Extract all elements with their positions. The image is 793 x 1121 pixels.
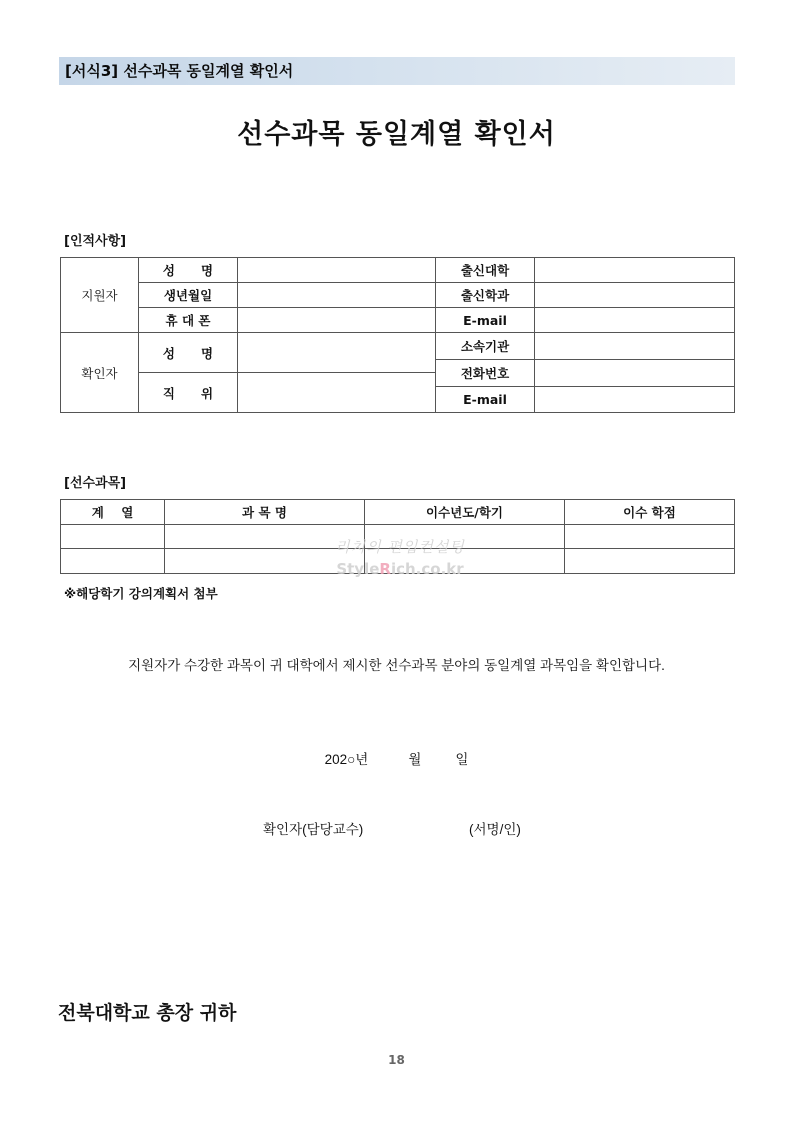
course-cell[interactable] <box>61 525 165 549</box>
course-cell[interactable] <box>165 525 365 549</box>
page-title: 선수과목 동일계열 확인서 <box>237 119 556 150</box>
affiliation-label: 소속기관 <box>436 333 535 360</box>
course-cell[interactable] <box>565 549 735 574</box>
course-cell[interactable] <box>365 525 565 549</box>
phone-label: 휴 대 폰 <box>139 308 238 333</box>
table-row <box>61 549 735 574</box>
course-cell[interactable] <box>365 549 565 574</box>
table-row <box>61 525 735 549</box>
date-month: 월 <box>408 752 422 767</box>
tel-field[interactable] <box>535 360 735 387</box>
email-label: E-mail <box>436 308 535 333</box>
column-header-credits: 이수 학점 <box>565 500 735 525</box>
column-header-term: 이수년도/학기 <box>365 500 565 525</box>
university-label: 출신대학 <box>436 258 535 283</box>
position-label: 직 위 <box>139 373 238 413</box>
date-day: 일 <box>455 752 469 767</box>
confirmer-label: 확인자 <box>61 333 139 413</box>
affiliation-field[interactable] <box>535 333 735 360</box>
tel-label: 전화번호 <box>436 360 535 387</box>
page-number: 18 <box>388 1053 405 1067</box>
university-field[interactable] <box>535 258 735 283</box>
courses-table <box>60 499 735 574</box>
course-cell[interactable] <box>61 549 165 574</box>
confirmer-email-field[interactable] <box>535 387 735 413</box>
column-header-course: 과 목 명 <box>165 500 365 525</box>
date-year: 202○년 <box>324 752 369 767</box>
confirmer-name-label: 성 명 <box>139 333 238 373</box>
signature-placeholder[interactable]: (서명/인) <box>469 822 521 837</box>
personal-info-table <box>60 257 735 413</box>
column-header-field: 계 열 <box>61 500 165 525</box>
watermark-line1: 리치의 편입컨설팅 <box>335 538 465 556</box>
name-field[interactable] <box>238 258 436 283</box>
email-field[interactable] <box>535 308 735 333</box>
courses-section-title: [선수과목] <box>64 476 127 491</box>
birthdate-field[interactable] <box>238 283 436 308</box>
signer-label: 확인자(담당교수) <box>263 822 364 837</box>
watermark-line2: StyleRich.co.kr <box>336 560 464 578</box>
course-cell[interactable] <box>165 549 365 574</box>
confirmer-email-label: E-mail <box>436 387 535 413</box>
confirmation-statement: 지원자가 수강한 과목이 귀 대학에서 제시한 선수과목 분야의 동일계열 과목임을 확인합니다. <box>128 658 665 673</box>
form-number-label: [서식3] 선수과목 동일계열 확인서 <box>59 57 735 85</box>
attachment-note: ※해당학기 강의계획서 첨부 <box>64 586 218 601</box>
recipient: 전북대학교 총장 귀하 <box>58 1002 237 1024</box>
confirmer-name-field[interactable] <box>238 333 436 373</box>
birthdate-label: 생년월일 <box>139 283 238 308</box>
department-field[interactable] <box>535 283 735 308</box>
name-label: 성 명 <box>139 258 238 283</box>
date-line <box>0 748 793 768</box>
applicant-label: 지원자 <box>61 258 139 333</box>
department-label: 출신학과 <box>436 283 535 308</box>
phone-field[interactable] <box>238 308 436 333</box>
personal-section-title: [인적사항] <box>64 234 127 249</box>
course-cell[interactable] <box>565 525 735 549</box>
position-field[interactable] <box>238 373 436 413</box>
